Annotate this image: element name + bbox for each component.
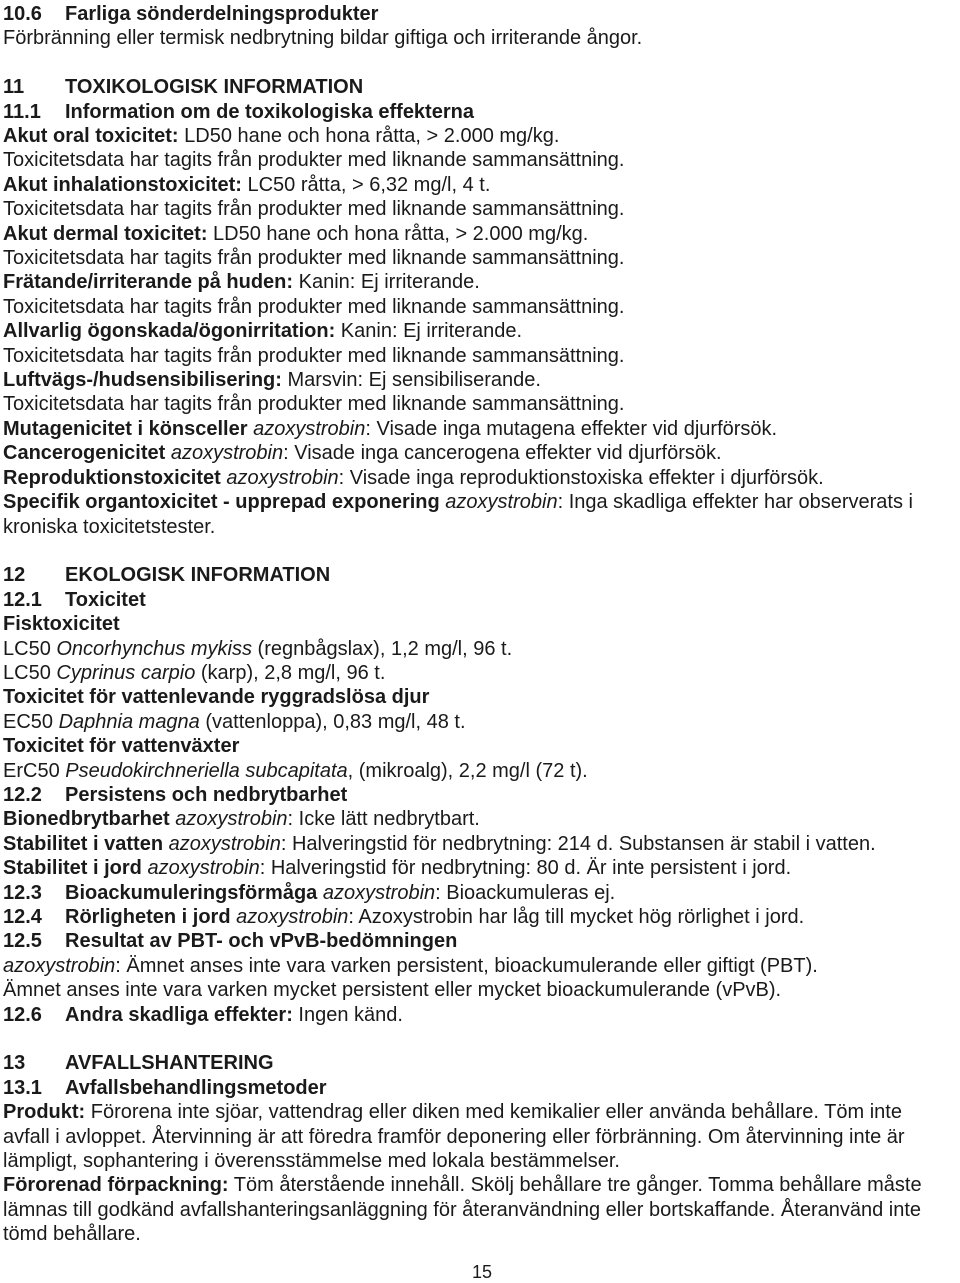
stot-repeated-exposure: Specifik organtoxicitet - upprepad exponering azoxystrobin: Inga skadliga effekter har observerats i kroniska toxicitetstester. [3,491,913,538]
contaminated-packaging: Förorenad förpackning: Töm återstående innehåll. Skölj behållare tre gånger. Tomma behållare måste lämnas till godkänd avfallshanteringsanläggning för återanvändning eller bortskaffande. Återanvänd inte tömd behållare. [3,1174,922,1246]
similar-composition-note: Toxicitetsdata har tagits från produkter med liknande sammansättning. [3,149,625,172]
subsection-heading-12-2: 12.2 Persistens och nedbrytbarhet [3,783,348,806]
subsection-heading-11-1: 11.1 Information om de toxikologiska effekterna [3,100,474,123]
invertebrate-toxicity-title: Toxicitet för vattenlevande ryggradslösa djur [3,686,430,709]
subsection-heading-12-4: 12.4 Rörligheten i jord azoxystrobin: Azoxystrobin har låg till mycket hög rörlighet i jord. [3,906,805,928]
similar-composition-note: Toxicitetsdata har tagits från produkter med liknande sammansättning. [3,393,625,416]
skin-corrosion-irritation: Frätande/irriterande på huden: Kanin: Ej irriterande. [3,271,480,294]
fish-toxicity-value-1: LC50 Oncorhynchus mykiss (regnbågslax), 1,2 mg/l, 96 t. [3,637,513,660]
fish-toxicity-title: Fisktoxicitet [3,613,120,636]
section-heading-13: 13 AVFALLSHANTERING [3,1052,274,1075]
pbt-assessment: azoxystrobin: Ämnet anses inte vara varken persistent, bioackumulerande eller giftigt (PBT). [3,954,818,977]
subsection-heading-13-1: 13.1 Avfallsbehandlingsmetoder [3,1076,327,1099]
section-heading-12: 12 EKOLOGISK INFORMATION [3,564,331,587]
page-number: 15 [472,1262,493,1282]
respiratory-skin-sensitisation: Luftvägs-/hudsensibilisering: Marsvin: Ej sensibiliserande. [3,369,541,392]
aquatic-plant-toxicity-value: ErC50 Pseudokirchneriella subcapitata, (mikroalg), 2,2 mg/l (72 t). [3,759,588,782]
subsection-heading-12-5: 12.5 Resultat av PBT- och vPvB-bedömningen [3,930,458,953]
eye-damage-irritation: Allvarlig ögonskada/ögonirritation: Kanin: Ej irriterande. [3,320,523,343]
aquatic-plant-toxicity-title: Toxicitet för vattenväxter [3,735,240,758]
similar-composition-note: Toxicitetsdata har tagits från produkter med liknande sammansättning. [3,247,625,270]
invertebrate-toxicity-value: EC50 Daphnia magna (vattenloppa), 0,83 mg/l, 48 t. [3,710,466,733]
fish-toxicity-value-2: LC50 Cyprinus carpio (karp), 2,8 mg/l, 96 t. [3,661,386,684]
product-disposal: Produkt: Förorena inte sjöar, vattendrag eller diken med kemikalier eller använda behållare. Töm inte avfall i avloppet. Återvinning är att föredra framför deponering eller förbränning. Om återvinning inte är lämpligt, sophantering i överensstämmelse med lokala bestämmelser. [3,1101,905,1173]
similar-composition-note: Toxicitetsdata har tagits från produkter med liknande sammansättning. [3,198,625,221]
acute-oral-toxicity: Akut oral toxicitet: LD50 hane och hona råtta, > 2.000 mg/kg. [3,125,560,148]
subsection-heading-12-3: 12.3 Bioackumuleringsförmåga azoxystrobin: Bioackumuleras ej. [3,881,616,904]
section-heading-10-6: 10.6 Farliga sönderdelningsprodukter [3,3,379,25]
acute-inhalation-toxicity: Akut inhalationstoxicitet: LC50 råtta, > 6,32 mg/l, 4 t. [3,173,491,196]
acute-dermal-toxicity: Akut dermal toxicitet: LD50 hane och hona råtta, > 2.000 mg/kg. [3,222,589,245]
similar-composition-note: Toxicitetsdata har tagits från produkter med liknande sammansättning. [3,295,625,318]
reproductive-toxicity: Reproduktionstoxicitet azoxystrobin: Visade inga reproduktionstoxiska effekter i djurförsök. [3,466,824,489]
similar-composition-note: Toxicitetsdata har tagits från produkter med liknande sammansättning. [3,344,625,367]
decomposition-products-text: Förbränning eller termisk nedbrytning bildar giftiga och irriterande ångor. [3,27,643,50]
document-page [3,2,953,1247]
subsection-heading-12-1: 12.1 Toxicitet [3,588,146,611]
germ-cell-mutagenicity: Mutagenicitet i könsceller azoxystrobin: Visade inga mutagena effekter vid djurförsök. [3,417,778,440]
section-heading-11: 11 TOXIKOLOGISK INFORMATION [3,76,364,99]
subsection-heading-12-6: 12.6 Andra skadliga effekter: Ingen känd. [3,1003,403,1026]
stability-in-soil: Stabilitet i jord azoxystrobin: Halveringstid för nedbrytning: 80 d. Är inte persistent i jord. [3,857,792,880]
stability-in-water: Stabilitet i vatten azoxystrobin: Halveringstid för nedbrytning: 214 d. Substansen är stabil i vatten. [3,832,876,855]
carcinogenicity: Cancerogenicitet azoxystrobin: Visade inga cancerogena effekter vid djurförsök. [3,442,722,465]
vpvb-assessment: Ämnet anses inte vara varken mycket persistent eller mycket bioackumulerande (vPvB). [3,979,782,1002]
biodegradability: Bionedbrytbarhet azoxystrobin: Icke lätt nedbrytbart. [3,808,480,831]
